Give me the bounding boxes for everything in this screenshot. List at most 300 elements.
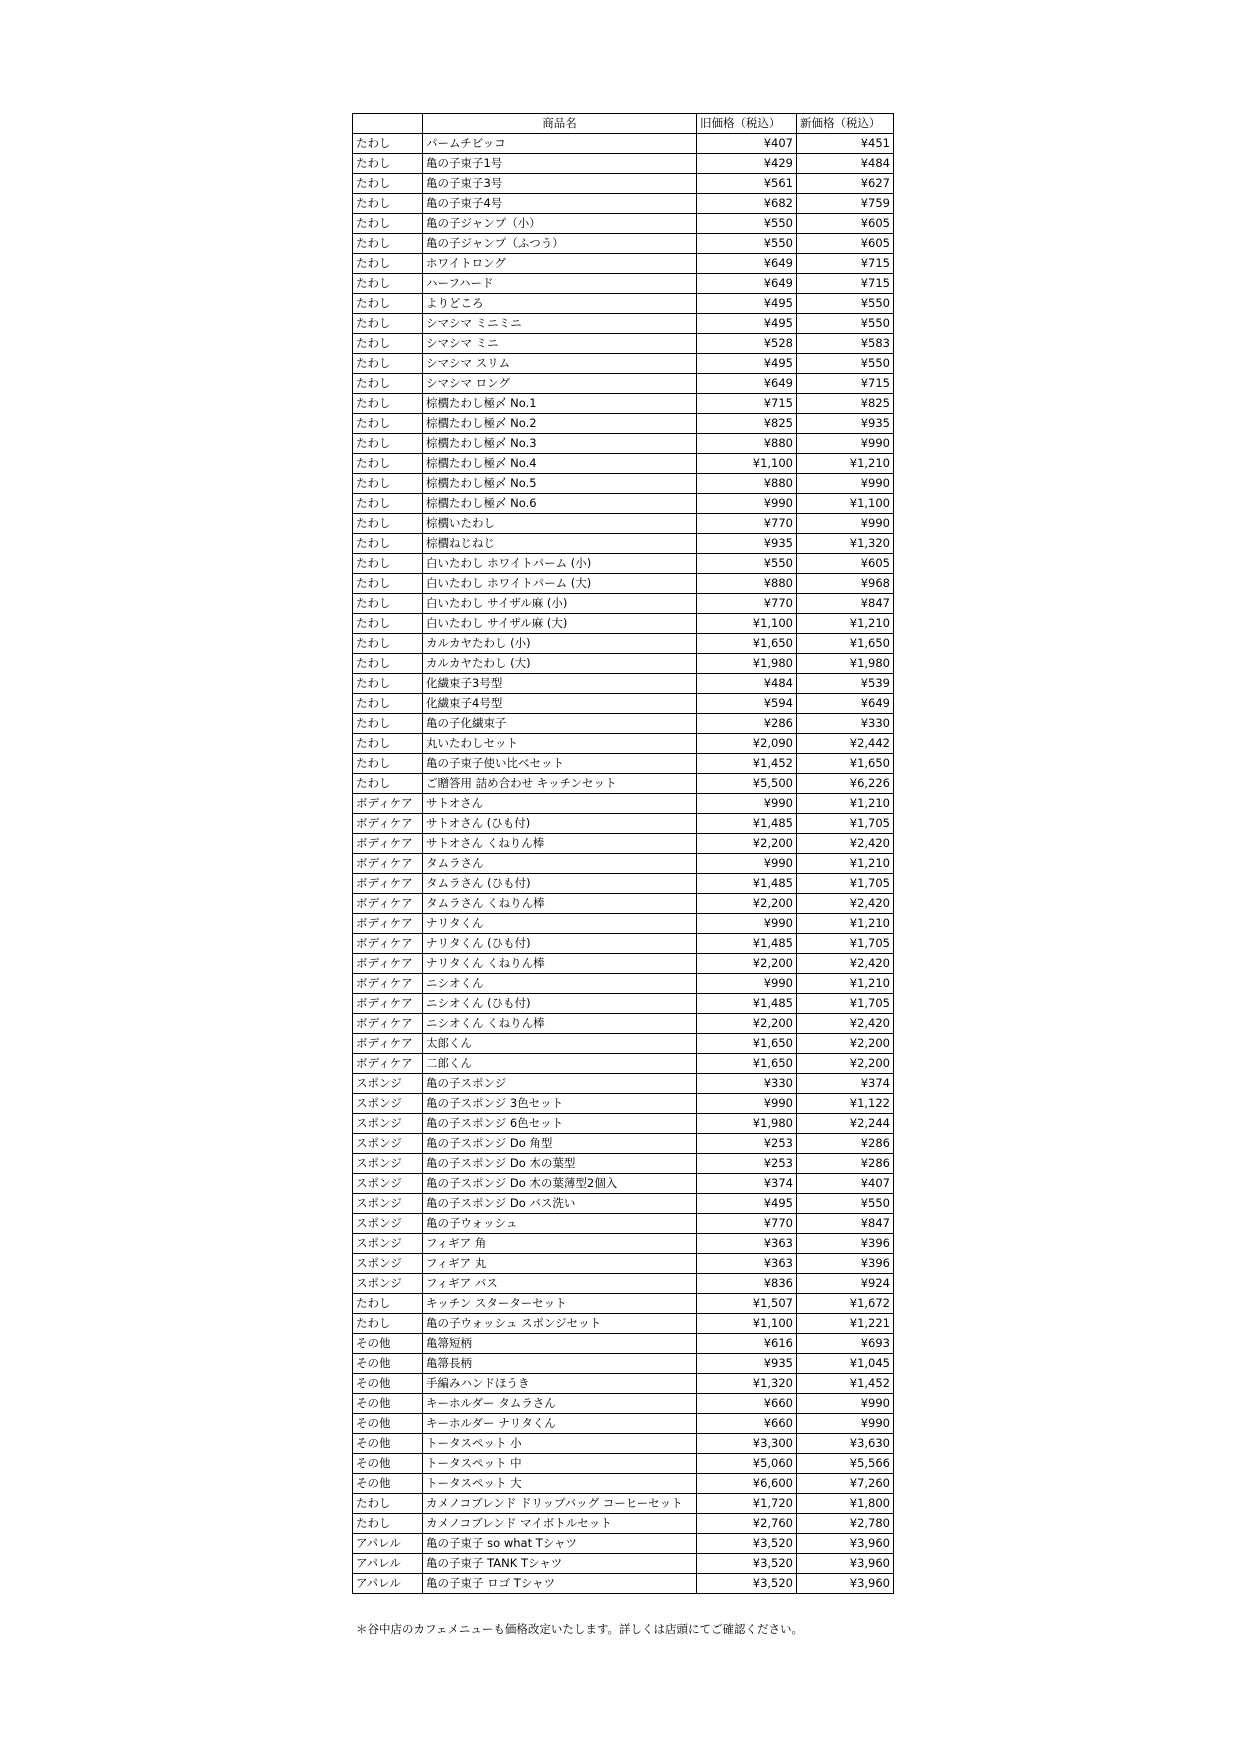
cell-old-price: ¥649	[697, 374, 797, 394]
cell-new-price: ¥286	[797, 1134, 894, 1154]
cell-old-price: ¥363	[697, 1234, 797, 1254]
cell-new-price: ¥2,200	[797, 1034, 894, 1054]
cell-category: たわし	[353, 1494, 423, 1514]
cell-product-name: 亀の子スポンジ Do 木の葉薄型2個入	[423, 1174, 697, 1194]
cell-category: ボディケア	[353, 794, 423, 814]
cell-category: たわし	[353, 474, 423, 494]
table-row	[353, 394, 894, 414]
cell-category: たわし	[353, 494, 423, 514]
cell-category: たわし	[353, 354, 423, 374]
table-row	[353, 894, 894, 914]
cell-new-price: ¥550	[797, 314, 894, 334]
cell-product-name: 亀の子スポンジ	[423, 1074, 697, 1094]
table-row	[353, 354, 894, 374]
cell-product-name: 亀の子束子4号	[423, 194, 697, 214]
cell-new-price: ¥550	[797, 1194, 894, 1214]
cell-old-price: ¥2,200	[697, 834, 797, 854]
cell-old-price: ¥253	[697, 1134, 797, 1154]
cell-product-name: 棕櫚たわし極〆 No.2	[423, 414, 697, 434]
footnote: ＊谷中店のカフェメニューも価格改定いたします。詳しくは店頭にてご確認ください。	[356, 1622, 804, 1636]
cell-product-name: ホワイトロング	[423, 254, 697, 274]
table-row	[353, 454, 894, 474]
table-row	[353, 1354, 894, 1374]
cell-old-price: ¥1,507	[697, 1294, 797, 1314]
table-row	[353, 374, 894, 394]
header-category	[353, 114, 423, 134]
cell-old-price: ¥3,520	[697, 1574, 797, 1594]
table-row	[353, 714, 894, 734]
table-row	[353, 1294, 894, 1314]
cell-product-name: 亀の子ジャンプ（ふつう）	[423, 234, 697, 254]
cell-product-name: カメノコブレンド マイボトルセット	[423, 1514, 697, 1534]
cell-category: たわし	[353, 1514, 423, 1534]
cell-new-price: ¥715	[797, 254, 894, 274]
table-row	[353, 534, 894, 554]
cell-category: その他	[353, 1454, 423, 1474]
cell-new-price: ¥484	[797, 154, 894, 174]
cell-new-price: ¥6,226	[797, 774, 894, 794]
cell-new-price: ¥2,420	[797, 894, 894, 914]
cell-product-name: サトオさん くねりん棒	[423, 834, 697, 854]
cell-new-price: ¥286	[797, 1154, 894, 1174]
cell-product-name: 白いたわし サイザル麻 (大)	[423, 614, 697, 634]
cell-old-price: ¥660	[697, 1414, 797, 1434]
cell-new-price: ¥1,705	[797, 814, 894, 834]
cell-old-price: ¥990	[697, 1094, 797, 1114]
cell-new-price: ¥1,122	[797, 1094, 894, 1114]
cell-product-name: 白いたわし ホワイトパーム (大)	[423, 574, 697, 594]
cell-old-price: ¥935	[697, 1354, 797, 1374]
cell-product-name: 亀の子スポンジ 6色セット	[423, 1114, 697, 1134]
cell-new-price: ¥451	[797, 134, 894, 154]
cell-product-name: 棕櫚たわし極〆 No.3	[423, 434, 697, 454]
cell-product-name: 亀の子束子 ロゴ Tシャツ	[423, 1574, 697, 1594]
cell-old-price: ¥6,600	[697, 1474, 797, 1494]
table-row	[353, 654, 894, 674]
cell-product-name: 亀の子束子使い比べセット	[423, 754, 697, 774]
cell-old-price: ¥2,200	[697, 1014, 797, 1034]
cell-product-name: 亀の子束子3号	[423, 174, 697, 194]
cell-new-price: ¥1,650	[797, 754, 894, 774]
cell-category: たわし	[353, 634, 423, 654]
cell-new-price: ¥990	[797, 434, 894, 454]
cell-product-name: フィギア 丸	[423, 1254, 697, 1274]
price-sheet	[352, 113, 894, 1594]
cell-product-name: シマシマ スリム	[423, 354, 697, 374]
cell-old-price: ¥550	[697, 554, 797, 574]
cell-old-price: ¥825	[697, 414, 797, 434]
cell-product-name: シマシマ ミニミニ	[423, 314, 697, 334]
cell-new-price: ¥396	[797, 1234, 894, 1254]
cell-category: たわし	[353, 434, 423, 454]
cell-new-price: ¥627	[797, 174, 894, 194]
cell-old-price: ¥660	[697, 1394, 797, 1414]
cell-old-price: ¥594	[697, 694, 797, 714]
cell-new-price: ¥847	[797, 1214, 894, 1234]
cell-category: スポンジ	[353, 1254, 423, 1274]
cell-old-price: ¥770	[697, 594, 797, 614]
cell-old-price: ¥1,980	[697, 1114, 797, 1134]
cell-new-price: ¥396	[797, 1254, 894, 1274]
table-row	[353, 794, 894, 814]
cell-category: ボディケア	[353, 994, 423, 1014]
cell-old-price: ¥880	[697, 474, 797, 494]
cell-category: たわし	[353, 1314, 423, 1334]
cell-category: たわし	[353, 334, 423, 354]
cell-new-price: ¥2,442	[797, 734, 894, 754]
cell-category: スポンジ	[353, 1074, 423, 1094]
cell-old-price: ¥1,100	[697, 1314, 797, 1334]
cell-category: たわし	[353, 574, 423, 594]
cell-category: ボディケア	[353, 1014, 423, 1034]
cell-new-price: ¥1,210	[797, 794, 894, 814]
cell-category: アパレル	[353, 1534, 423, 1554]
table-row	[353, 674, 894, 694]
cell-old-price: ¥528	[697, 334, 797, 354]
cell-old-price: ¥5,500	[697, 774, 797, 794]
cell-old-price: ¥1,485	[697, 814, 797, 834]
table-row	[353, 1014, 894, 1034]
table-row	[353, 1094, 894, 1114]
cell-category: アパレル	[353, 1554, 423, 1574]
cell-category: その他	[353, 1354, 423, 1374]
cell-new-price: ¥2,420	[797, 954, 894, 974]
cell-old-price: ¥2,090	[697, 734, 797, 754]
table-row	[353, 774, 894, 794]
cell-old-price: ¥990	[697, 854, 797, 874]
table-row	[353, 1554, 894, 1574]
cell-product-name: トータスペット 大	[423, 1474, 697, 1494]
cell-old-price: ¥616	[697, 1334, 797, 1354]
cell-category: たわし	[353, 694, 423, 714]
table-row	[353, 274, 894, 294]
header-new-price: 新価格（税込）	[797, 114, 894, 134]
cell-category: たわし	[353, 214, 423, 234]
cell-old-price: ¥770	[697, 514, 797, 534]
cell-old-price: ¥3,300	[697, 1434, 797, 1454]
table-row	[353, 154, 894, 174]
cell-category: スポンジ	[353, 1234, 423, 1254]
cell-category: ボディケア	[353, 894, 423, 914]
cell-category: たわし	[353, 274, 423, 294]
cell-old-price: ¥990	[697, 494, 797, 514]
cell-old-price: ¥363	[697, 1254, 797, 1274]
cell-new-price: ¥990	[797, 1394, 894, 1414]
cell-category: スポンジ	[353, 1214, 423, 1234]
cell-category: たわし	[353, 294, 423, 314]
cell-old-price: ¥1,100	[697, 614, 797, 634]
table-row	[353, 314, 894, 334]
cell-category: たわし	[353, 454, 423, 474]
table-row	[353, 214, 894, 234]
table-row	[353, 474, 894, 494]
table-row	[353, 1334, 894, 1354]
cell-old-price: ¥1,720	[697, 1494, 797, 1514]
table-row	[353, 634, 894, 654]
cell-product-name: 棕櫚いたわし	[423, 514, 697, 534]
cell-old-price: ¥715	[697, 394, 797, 414]
cell-new-price: ¥2,420	[797, 1014, 894, 1034]
table-row	[353, 814, 894, 834]
cell-category: その他	[353, 1334, 423, 1354]
cell-new-price: ¥1,045	[797, 1354, 894, 1374]
cell-new-price: ¥693	[797, 1334, 894, 1354]
cell-old-price: ¥2,200	[697, 954, 797, 974]
cell-old-price: ¥286	[697, 714, 797, 734]
cell-product-name: タムラさん	[423, 854, 697, 874]
cell-product-name: 棕櫚たわし極〆 No.6	[423, 494, 697, 514]
table-row	[353, 954, 894, 974]
table-row	[353, 1174, 894, 1194]
cell-product-name: キッチン スターターセット	[423, 1294, 697, 1314]
cell-old-price: ¥484	[697, 674, 797, 694]
cell-category: その他	[353, 1474, 423, 1494]
cell-product-name: 亀箒短柄	[423, 1334, 697, 1354]
cell-old-price: ¥407	[697, 134, 797, 154]
cell-category: スポンジ	[353, 1114, 423, 1134]
cell-product-name: 亀の子スポンジ 3色セット	[423, 1094, 697, 1114]
cell-product-name: トータスペット 小	[423, 1434, 697, 1454]
table-row	[353, 834, 894, 854]
cell-new-price: ¥407	[797, 1174, 894, 1194]
cell-new-price: ¥935	[797, 414, 894, 434]
cell-product-name: シマシマ ミニ	[423, 334, 697, 354]
table-row	[353, 1034, 894, 1054]
cell-new-price: ¥5,566	[797, 1454, 894, 1474]
cell-product-name: 亀箒長柄	[423, 1354, 697, 1374]
table-row	[353, 854, 894, 874]
cell-product-name: カメノコブレンド ドリップバッグ コーヒーセット	[423, 1494, 697, 1514]
cell-old-price: ¥5,060	[697, 1454, 797, 1474]
cell-category: その他	[353, 1414, 423, 1434]
cell-new-price: ¥1,100	[797, 494, 894, 514]
cell-product-name: トータスペット 中	[423, 1454, 697, 1474]
cell-category: たわし	[353, 414, 423, 434]
cell-new-price: ¥2,200	[797, 1054, 894, 1074]
cell-category: ボディケア	[353, 1054, 423, 1074]
cell-new-price: ¥2,780	[797, 1514, 894, 1534]
cell-product-name: 亀の子スポンジ Do 角型	[423, 1134, 697, 1154]
table-row	[353, 1214, 894, 1234]
cell-new-price: ¥605	[797, 554, 894, 574]
cell-old-price: ¥3,520	[697, 1554, 797, 1574]
cell-product-name: 亀の子ウォッシュ	[423, 1214, 697, 1234]
cell-product-name: よりどころ	[423, 294, 697, 314]
cell-new-price: ¥1,980	[797, 654, 894, 674]
cell-old-price: ¥770	[697, 1214, 797, 1234]
cell-product-name: 白いたわし ホワイトパーム (小)	[423, 554, 697, 574]
cell-product-name: パームチビッコ	[423, 134, 697, 154]
table-row	[353, 934, 894, 954]
cell-new-price: ¥968	[797, 574, 894, 594]
cell-product-name: サトオさん	[423, 794, 697, 814]
cell-product-name: ニシオくん (ひも付)	[423, 994, 697, 1014]
cell-category: ボディケア	[353, 834, 423, 854]
cell-product-name: フィギア 角	[423, 1234, 697, 1254]
table-row	[353, 434, 894, 454]
cell-old-price: ¥550	[697, 214, 797, 234]
cell-product-name: キーホルダー ナリタくん	[423, 1414, 697, 1434]
cell-old-price: ¥682	[697, 194, 797, 214]
cell-category: その他	[353, 1374, 423, 1394]
table-row	[353, 554, 894, 574]
cell-product-name: ナリタくん	[423, 914, 697, 934]
cell-product-name: 化繊束子4号型	[423, 694, 697, 714]
cell-new-price: ¥1,221	[797, 1314, 894, 1334]
table-row	[353, 174, 894, 194]
cell-category: たわし	[353, 374, 423, 394]
price-table	[352, 113, 894, 1594]
cell-product-name: 亀の子束子1号	[423, 154, 697, 174]
cell-category: ボディケア	[353, 934, 423, 954]
cell-new-price: ¥1,210	[797, 854, 894, 874]
cell-product-name: タムラさん (ひも付)	[423, 874, 697, 894]
table-row	[353, 594, 894, 614]
cell-category: たわし	[353, 654, 423, 674]
cell-old-price: ¥1,650	[697, 1054, 797, 1074]
cell-new-price: ¥847	[797, 594, 894, 614]
cell-old-price: ¥253	[697, 1154, 797, 1174]
cell-product-name: フィギア バス	[423, 1274, 697, 1294]
cell-category: スポンジ	[353, 1094, 423, 1114]
table-row	[353, 134, 894, 154]
cell-new-price: ¥990	[797, 474, 894, 494]
table-row	[353, 194, 894, 214]
cell-old-price: ¥550	[697, 234, 797, 254]
header-old-price: 旧価格（税込）	[697, 114, 797, 134]
cell-new-price: ¥1,210	[797, 914, 894, 934]
cell-product-name: ニシオくん くねりん棒	[423, 1014, 697, 1034]
cell-new-price: ¥374	[797, 1074, 894, 1094]
table-row	[353, 914, 894, 934]
cell-category: たわし	[353, 714, 423, 734]
cell-category: その他	[353, 1394, 423, 1414]
cell-category: たわし	[353, 674, 423, 694]
cell-new-price: ¥1,210	[797, 614, 894, 634]
cell-old-price: ¥990	[697, 794, 797, 814]
cell-product-name: 手編みハンドほうき	[423, 1374, 697, 1394]
table-row	[353, 1254, 894, 1274]
cell-old-price: ¥836	[697, 1274, 797, 1294]
table-row	[353, 974, 894, 994]
cell-old-price: ¥330	[697, 1074, 797, 1094]
cell-new-price: ¥825	[797, 394, 894, 414]
table-row	[353, 1574, 894, 1594]
cell-category: たわし	[353, 614, 423, 634]
cell-product-name: 亀の子束子 TANK Tシャツ	[423, 1554, 697, 1574]
table-row	[353, 1374, 894, 1394]
cell-old-price: ¥561	[697, 174, 797, 194]
cell-new-price: ¥583	[797, 334, 894, 354]
table-row	[353, 994, 894, 1014]
table-row	[353, 1394, 894, 1414]
cell-old-price: ¥935	[697, 534, 797, 554]
table-row	[353, 1234, 894, 1254]
cell-old-price: ¥649	[697, 274, 797, 294]
cell-new-price: ¥924	[797, 1274, 894, 1294]
cell-old-price: ¥880	[697, 434, 797, 454]
cell-new-price: ¥7,260	[797, 1474, 894, 1494]
cell-old-price: ¥880	[697, 574, 797, 594]
cell-new-price: ¥605	[797, 234, 894, 254]
cell-product-name: 亀の子スポンジ Do バス洗い	[423, 1194, 697, 1214]
cell-old-price: ¥2,200	[697, 894, 797, 914]
cell-new-price: ¥3,960	[797, 1554, 894, 1574]
cell-product-name: 亀の子ウォッシュ スポンジセット	[423, 1314, 697, 1334]
cell-new-price: ¥1,705	[797, 994, 894, 1014]
cell-category: ボディケア	[353, 814, 423, 834]
table-row	[353, 1494, 894, 1514]
cell-category: たわし	[353, 254, 423, 274]
cell-product-name: カルカヤたわし (小)	[423, 634, 697, 654]
cell-category: スポンジ	[353, 1274, 423, 1294]
cell-product-name: 化繊束子3号型	[423, 674, 697, 694]
table-row	[353, 614, 894, 634]
table-row	[353, 294, 894, 314]
cell-old-price: ¥1,485	[697, 994, 797, 1014]
cell-new-price: ¥3,960	[797, 1534, 894, 1554]
cell-old-price: ¥990	[697, 914, 797, 934]
cell-category: たわし	[353, 134, 423, 154]
table-row	[353, 1194, 894, 1214]
cell-product-name: ニシオくん	[423, 974, 697, 994]
cell-new-price: ¥1,705	[797, 934, 894, 954]
table-row	[353, 1114, 894, 1134]
cell-new-price: ¥715	[797, 274, 894, 294]
cell-new-price: ¥3,630	[797, 1434, 894, 1454]
cell-old-price: ¥1,100	[697, 454, 797, 474]
cell-category: その他	[353, 1434, 423, 1454]
cell-new-price: ¥330	[797, 714, 894, 734]
cell-product-name: ご贈答用 詰め合わせ キッチンセット	[423, 774, 697, 794]
cell-old-price: ¥2,760	[697, 1514, 797, 1534]
cell-new-price: ¥715	[797, 374, 894, 394]
cell-new-price: ¥1,800	[797, 1494, 894, 1514]
cell-product-name: サトオさん (ひも付)	[423, 814, 697, 834]
table-row	[353, 1054, 894, 1074]
cell-product-name: 棕櫚たわし極〆 No.1	[423, 394, 697, 414]
cell-old-price: ¥1,650	[697, 1034, 797, 1054]
table-row	[353, 1534, 894, 1554]
table-row	[353, 1274, 894, 1294]
cell-category: たわし	[353, 154, 423, 174]
cell-old-price: ¥1,980	[697, 654, 797, 674]
cell-old-price: ¥429	[697, 154, 797, 174]
cell-product-name: ナリタくん くねりん棒	[423, 954, 697, 974]
cell-new-price: ¥550	[797, 354, 894, 374]
cell-product-name: 二郎くん	[423, 1054, 697, 1074]
cell-category: スポンジ	[353, 1154, 423, 1174]
table-row	[353, 574, 894, 594]
cell-category: たわし	[353, 554, 423, 574]
cell-category: たわし	[353, 194, 423, 214]
cell-old-price: ¥495	[697, 294, 797, 314]
cell-category: ボディケア	[353, 974, 423, 994]
table-row	[353, 514, 894, 534]
cell-old-price: ¥374	[697, 1174, 797, 1194]
cell-product-name: 棕櫚たわし極〆 No.5	[423, 474, 697, 494]
cell-category: ボディケア	[353, 954, 423, 974]
cell-product-name: 亀の子化繊束子	[423, 714, 697, 734]
cell-product-name: 亀の子ジャンプ（小）	[423, 214, 697, 234]
cell-category: スポンジ	[353, 1134, 423, 1154]
cell-old-price: ¥3,520	[697, 1534, 797, 1554]
cell-product-name: 白いたわし サイザル麻 (小)	[423, 594, 697, 614]
cell-category: ボディケア	[353, 854, 423, 874]
table-row	[353, 1314, 894, 1334]
cell-old-price: ¥990	[697, 974, 797, 994]
cell-category: スポンジ	[353, 1174, 423, 1194]
